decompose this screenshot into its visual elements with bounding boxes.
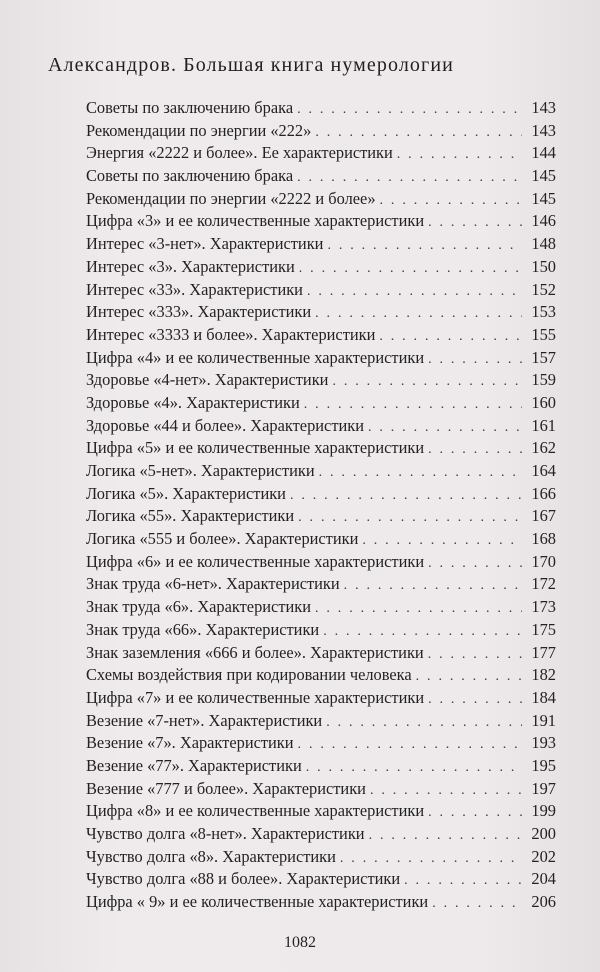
toc-entry [86, 892, 556, 915]
dot-leader [428, 647, 522, 663]
toc-entry-page: 143 [531, 98, 556, 117]
dot-leader [428, 556, 522, 572]
dot-leader [306, 760, 522, 776]
toc-entry-page: 162 [531, 438, 556, 458]
toc-entry [86, 143, 556, 166]
dot-leader [379, 329, 522, 345]
toc-entry-page: 182 [531, 665, 556, 685]
toc-entry [86, 461, 556, 484]
toc-entry-title: Цифра «3» и ее количественные характеристики [86, 211, 425, 231]
toc-entry-title: Чувство долга «8-нет». Характеристики [86, 824, 365, 843]
dot-leader [428, 442, 522, 458]
toc-entry-title: Здоровье «4». Характеристики [86, 392, 300, 412]
toc-entry-page: 168 [531, 529, 556, 549]
toc-entry [86, 779, 556, 802]
dot-leader [380, 193, 522, 209]
toc-entry-page: 157 [531, 347, 556, 367]
toc-entry-title: Цифра «8» и ее количественные характеристики [86, 801, 425, 821]
toc-entry-page: 145 [531, 188, 556, 208]
toc-entry-page: 199 [531, 801, 556, 821]
toc-entry [86, 189, 556, 212]
toc-entry-title: Чувство долга «88 и более». Характеристики [86, 869, 401, 889]
toc-entry-title: Интерес «3333 и более». Характеристики [86, 324, 376, 344]
dot-leader [315, 306, 522, 322]
toc-entry [86, 370, 556, 393]
toc-entry-page: 155 [531, 324, 556, 344]
toc-entry [86, 302, 556, 325]
toc-entry [86, 325, 556, 348]
toc-entry-title: Знак труда «6». Характеристики [86, 597, 311, 617]
toc-entry [86, 597, 556, 620]
toc-entry [86, 643, 556, 666]
toc-entry-page: 150 [531, 256, 556, 276]
toc-entry-title: Схемы воздействия при кодировании человека [86, 665, 412, 685]
toc-entry-page: 177 [531, 642, 556, 662]
dot-leader [428, 805, 522, 821]
toc-entry-title: Рекомендации по энергии «2222 и более» [86, 188, 376, 208]
toc-entry-title: Цифра «5» и ее количественные характеристики [86, 438, 425, 458]
toc-entry [86, 280, 556, 303]
dot-leader [404, 873, 522, 889]
toc-entry-title: Цифра «7» и ее количественные характеристики [86, 687, 425, 707]
toc-entry-page: 144 [531, 143, 556, 163]
toc-entry-page: 161 [531, 415, 556, 435]
toc-entry [86, 824, 556, 847]
toc-entry [86, 416, 556, 439]
toc-entry [86, 574, 556, 597]
toc-entry [86, 257, 556, 280]
toc-entry [86, 211, 556, 234]
toc-entry [86, 529, 556, 552]
toc-entry-title: Здоровье «4-нет». Характеристики [86, 370, 329, 390]
toc-entry-page: 143 [531, 120, 556, 140]
table-of-contents [86, 98, 556, 915]
dot-leader [428, 692, 522, 708]
dot-leader [319, 465, 522, 481]
toc-entry-page: 175 [531, 619, 556, 639]
dot-leader [340, 851, 522, 867]
toc-entry-page: 206 [531, 892, 556, 912]
dot-leader [304, 397, 522, 413]
toc-entry-page: 202 [531, 846, 556, 866]
toc-entry-title: Везение «77». Характеристики [86, 755, 302, 775]
toc-entry [86, 801, 556, 824]
toc-entry-page: 197 [531, 778, 556, 798]
toc-entry-page: 148 [531, 234, 556, 254]
dot-leader [362, 533, 522, 549]
toc-entry-title: Рекомендации по энергии «222» [86, 120, 312, 140]
toc-entry-title: Интерес «3». Характеристики [86, 256, 295, 276]
toc-entry-page: 195 [531, 755, 556, 775]
toc-entry-page: 152 [531, 279, 556, 299]
toc-entry-title: Цифра «4» и ее количественные характеристики [86, 347, 425, 367]
toc-entry [86, 847, 556, 870]
toc-entry [86, 98, 556, 121]
toc-entry-page: 170 [531, 551, 556, 571]
toc-entry [86, 733, 556, 756]
toc-entry-title: Энергия «2222 и более». Ее характеристики [86, 143, 393, 163]
toc-entry-page: 204 [531, 869, 556, 889]
toc-entry-title: Советы по заключению брака [86, 166, 294, 186]
toc-entry-title: Интерес «33». Характеристики [86, 279, 303, 299]
dot-leader [307, 284, 522, 300]
dot-leader [428, 215, 522, 231]
toc-entry-title: Здоровье «44 и более». Характеристики [86, 415, 364, 435]
dot-leader [297, 102, 522, 118]
toc-entry-title: Знак труда «6-нет». Характеристики [86, 574, 340, 594]
dot-leader [397, 147, 522, 163]
toc-entry [86, 121, 556, 144]
toc-entry-page: 193 [531, 733, 556, 753]
toc-entry-page: 167 [531, 506, 556, 526]
dot-leader [428, 352, 522, 368]
toc-entry-page: 159 [531, 370, 556, 390]
toc-entry [86, 665, 556, 688]
toc-entry [86, 348, 556, 371]
dot-leader [327, 238, 522, 254]
dot-leader [315, 125, 522, 141]
toc-entry-page: 184 [531, 687, 556, 707]
dot-leader [298, 737, 522, 753]
toc-entry [86, 756, 556, 779]
toc-entry-title: Советы по заключению брака [86, 98, 294, 117]
dot-leader [370, 783, 522, 799]
toc-entry [86, 393, 556, 416]
toc-entry-title: Везение «777 и более». Характеристики [86, 778, 366, 798]
toc-entry [86, 234, 556, 257]
toc-entry-page: 200 [531, 824, 556, 843]
toc-entry-page: 164 [531, 461, 556, 480]
toc-entry [86, 438, 556, 461]
toc-entry-title: Интерес «3-нет». Характеристики [86, 234, 324, 254]
toc-entry [86, 620, 556, 643]
dot-leader [297, 170, 522, 186]
running-header: Александров. Большая книга нумерологии [48, 54, 454, 76]
dot-leader [315, 601, 522, 617]
toc-entry-page: 153 [531, 302, 556, 322]
toc-entry-page: 173 [531, 597, 556, 617]
toc-entry-title: Цифра « 9» и ее количественные характеристики [86, 892, 429, 912]
toc-entry [86, 484, 556, 507]
toc-entry-page: 166 [531, 483, 556, 503]
dot-leader [432, 896, 522, 912]
dot-leader [299, 261, 522, 277]
toc-entry-title: Везение «7». Характеристики [86, 733, 294, 753]
dot-leader [326, 715, 522, 731]
dot-leader [290, 488, 522, 504]
toc-entry-title: Интерес «333». Характеристики [86, 302, 312, 322]
toc-entry-title: Логика «5». Характеристики [86, 483, 286, 503]
page-number: 1082 [284, 934, 316, 951]
toc-entry [86, 869, 556, 892]
toc-entry-title: Везение «7-нет». Характеристики [86, 710, 323, 730]
toc-entry-page: 146 [531, 211, 556, 231]
toc-entry-title: Логика «5-нет». Характеристики [86, 461, 315, 480]
toc-entry [86, 711, 556, 734]
dot-leader [368, 420, 522, 436]
toc-entry [86, 688, 556, 711]
toc-entry-page: 172 [531, 574, 556, 594]
dot-leader [332, 374, 522, 390]
toc-entry-title: Знак заземления «666 и более». Характеристики [86, 642, 424, 662]
toc-entry-title: Чувство долга «8». Характеристики [86, 846, 336, 866]
toc-entry [86, 506, 556, 529]
toc-entry-title: Логика «555 и более». Характеристики [86, 529, 359, 549]
toc-entry [86, 552, 556, 575]
dot-leader [323, 624, 522, 640]
toc-entry-page: 191 [531, 710, 556, 730]
toc-entry-page: 160 [531, 392, 556, 412]
toc-entry [86, 166, 556, 189]
dot-leader [344, 578, 522, 594]
dot-leader [416, 669, 522, 685]
dot-leader [298, 510, 522, 526]
toc-entry-title: Цифра «6» и ее количественные характеристики [86, 551, 425, 571]
toc-entry-title: Логика «55». Характеристики [86, 506, 295, 526]
toc-entry-page: 145 [531, 166, 556, 186]
dot-leader [369, 828, 522, 844]
toc-entry-title: Знак труда «66». Характеристики [86, 619, 320, 639]
